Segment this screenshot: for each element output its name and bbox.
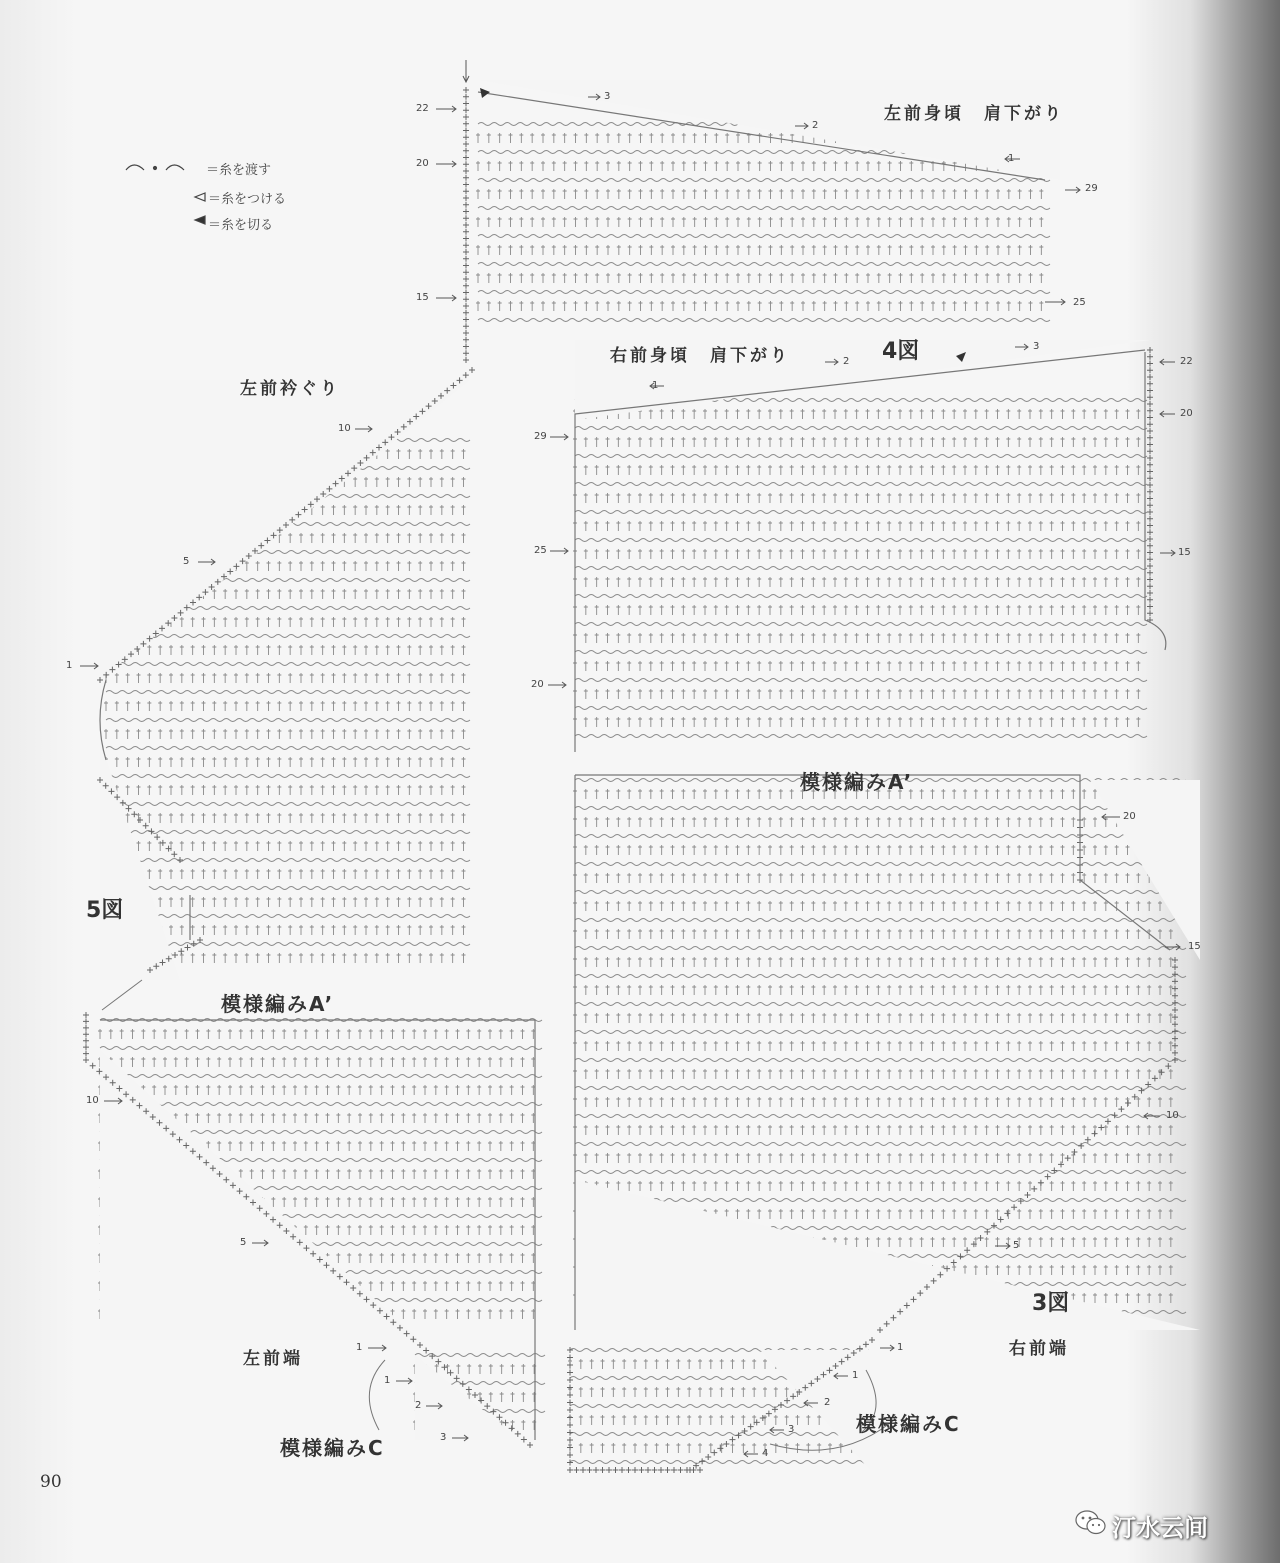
- row-arrow: [436, 106, 456, 112]
- c-mask: [760, 1350, 870, 1470]
- row-number: 1: [852, 1370, 859, 1381]
- chart-outline: [1145, 352, 1166, 650]
- pattern-a-prime-left: 模様編みA’: [221, 992, 335, 1016]
- carry-yarn-symbol: [126, 165, 144, 170]
- legend-carry-yarn: ＝糸を渡す: [206, 163, 272, 178]
- row-number: 5: [183, 556, 190, 567]
- figure-3-label: 3図: [1032, 1291, 1070, 1316]
- row-arrow: [550, 434, 568, 440]
- row-number: 3: [788, 1424, 795, 1435]
- row-arrow: [1144, 1113, 1160, 1119]
- carry-yarn-symbol: [166, 165, 184, 170]
- pattern-a-prime-right: 模様編みA’: [800, 770, 914, 794]
- row-arrow: [80, 663, 98, 669]
- row-number: 1: [356, 1342, 363, 1353]
- row-number: 1: [652, 380, 659, 391]
- c-mask: [415, 1355, 520, 1440]
- left-shoulder-title: 左前身頃 肩下がり: [884, 104, 1064, 124]
- row-number: 25: [1073, 297, 1086, 308]
- row-number: 2: [843, 356, 850, 367]
- row-number: 3: [604, 91, 611, 102]
- pattern-c-right: 模様編みC: [856, 1412, 961, 1436]
- row-number: 25: [534, 545, 547, 556]
- row-number: 15: [1188, 941, 1201, 952]
- row-number: 29: [1085, 183, 1098, 194]
- pointer-line: [369, 1360, 385, 1430]
- wechat-icon: [1074, 1508, 1108, 1542]
- row-number: 10: [86, 1095, 99, 1106]
- row-number: 4: [762, 1448, 769, 1459]
- row-arrow: [1065, 187, 1080, 193]
- row-number: 3: [440, 1432, 447, 1443]
- row-number: 2: [812, 120, 819, 131]
- row-arrow: [548, 682, 566, 688]
- left-a-edge: [83, 1012, 89, 1063]
- cut-yarn-icon: [480, 88, 490, 98]
- row-arrow: [368, 1345, 386, 1351]
- neckline-mask: [100, 740, 180, 980]
- row-number: 22: [416, 103, 429, 114]
- row-arrow: [744, 1451, 758, 1457]
- watermark-text: 汀水云间: [1112, 1514, 1208, 1542]
- cut-yarn-icon: [195, 216, 205, 224]
- row-number: 1: [384, 1375, 391, 1386]
- row-arrow: [396, 1378, 412, 1384]
- row-number: 5: [240, 1237, 247, 1248]
- row-arrow: [1160, 550, 1175, 556]
- figure-5-label: 5図: [86, 898, 124, 923]
- right-c-bottom: [567, 1467, 703, 1473]
- shoulder-slope-mask: [478, 80, 1060, 180]
- row-number: 20: [1123, 811, 1136, 822]
- row-number: 1: [66, 660, 73, 671]
- row-number: 20: [416, 158, 429, 169]
- row-arrow: [436, 161, 456, 167]
- armhole-edge: [1172, 957, 1178, 1063]
- row-number: 3: [1033, 341, 1040, 352]
- row-arrow: [550, 548, 568, 554]
- row-number: 2: [415, 1400, 422, 1411]
- row-number: 20: [531, 679, 544, 690]
- row-number: 15: [1178, 547, 1191, 558]
- hem-mask: [100, 1050, 420, 1340]
- armhole-mask: [1090, 780, 1200, 960]
- page-number: 90: [40, 1472, 62, 1492]
- left-front-edge-title: 左前端: [243, 1349, 303, 1369]
- row-number: 2: [824, 1397, 831, 1408]
- row-number: 20: [1180, 408, 1193, 419]
- row-number: 29: [534, 431, 547, 442]
- row-number: 22: [1180, 356, 1193, 367]
- right-c-side: [567, 1347, 573, 1473]
- right-shoulder-edge: [1147, 347, 1153, 623]
- right-front-edge-title: 右前端: [1009, 1339, 1069, 1359]
- left-shoulder-edge: [463, 87, 469, 363]
- legend-symbols: [126, 165, 205, 224]
- row-number: 5: [1013, 1240, 1020, 1251]
- left-neckline-title: 左前衿ぐり: [240, 379, 340, 399]
- right-shoulder-title: 右前身頃 肩下がり: [610, 346, 790, 366]
- pointer-line: [102, 980, 142, 1010]
- chart-outline: [575, 775, 1170, 950]
- row-number: 1: [1008, 153, 1015, 164]
- legend-attach-yarn: ＝糸をつける: [208, 192, 287, 207]
- row-number: 10: [338, 423, 351, 434]
- figure-4-label: 4図: [882, 339, 920, 364]
- row-number: 1: [897, 1342, 904, 1353]
- row-arrow: [1160, 359, 1175, 365]
- row-arrow: [1160, 411, 1175, 417]
- pattern-c-left: 模様編みC: [280, 1436, 385, 1460]
- right-shoulder-grid: [573, 399, 1147, 738]
- row-number: 15: [416, 292, 429, 303]
- row-arrow: [436, 295, 456, 301]
- row-arrow: [880, 1345, 894, 1351]
- hem-mask: [575, 1180, 1200, 1330]
- attach-yarn-icon: [195, 193, 205, 201]
- row-number: 10: [1166, 1110, 1179, 1121]
- legend-cut-yarn: ＝糸を切る: [208, 218, 274, 233]
- row-arrow: [1045, 299, 1065, 305]
